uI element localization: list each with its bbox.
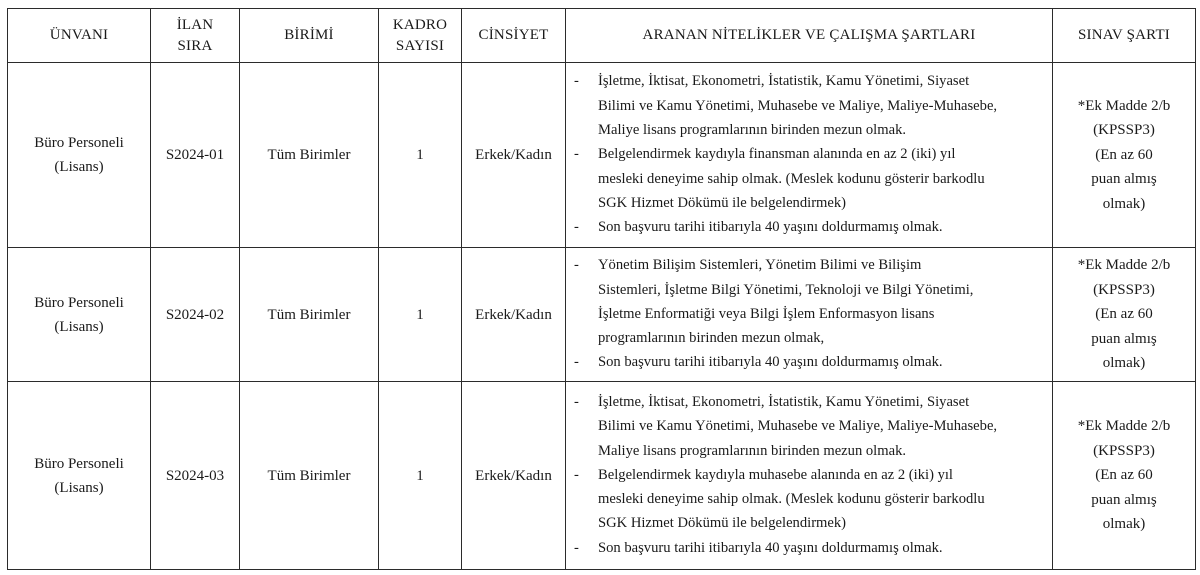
requirement-line [574,94,1046,118]
table-row [8,248,1196,382]
cell-kadro-sayisi [379,382,462,570]
sinav-sarti-line: (KPSSP3) [1093,281,1155,298]
header-sinav-sarti: SINAV ŞARTI [1053,9,1196,63]
unvan-line: (Lisans) [54,159,104,175]
birim-value: Tüm Birimler [267,147,351,163]
requirement-line [574,191,1046,215]
header-ilan-sira-line-1: İLAN [176,16,214,33]
cell-birim [240,63,379,248]
ilan-sira-value: S2024-01 [165,147,225,163]
requirement-bullet: - [574,354,579,371]
cell-requirements [566,248,1053,382]
requirement-text: İşletme, İktisat, Ekonometri, İstatistik, Kamu Yönetimi, Siyaset [598,393,970,410]
sinav-sarti-line: *Ek Madde 2/b [1077,97,1171,114]
requirement-text: Bilimi ve Kamu Yönetimi, Muhasebe ve Maliye, Maliye-Muhasebe, [598,418,998,435]
sinav-sarti-line: olmak) [1102,195,1146,212]
cell-birim [240,248,379,382]
kadro-sayisi-value: 1 [416,306,424,323]
requirement-bullet: - [574,73,579,90]
requirement-line [574,118,1046,142]
requirement-line [574,390,1046,414]
requirement-text: SGK Hizmet Dökümü ile belgelendirmek) [598,515,847,532]
requirement-line [574,215,1046,239]
header-kadro-sayisi-line-2: SAYISI [395,37,445,54]
sinav-sarti-line: puan almış [1091,491,1157,508]
sinav-sarti-line: (KPSSP3) [1093,122,1155,139]
requirement-line [574,487,1046,511]
cell-ilan-sira [151,382,240,570]
ilan-sira-value: S2024-03 [165,467,225,484]
header-kadro-sayisi [379,9,462,63]
requirement-text: Son başvuru tarihi itibarıyla 40 yaşını doldurmamış olmak. [598,539,943,556]
requirement-text: SGK Hizmet Dökümü ile belgelendirmek) [598,194,847,211]
sinav-sarti-line: (En az 60 [1095,306,1153,323]
kadro-sayisi-value: 1 [416,147,424,163]
table-row [8,63,1196,248]
cell-unvan [8,382,151,570]
kadro-sayisi-value: 1 [416,467,424,484]
cell-unvan [8,248,151,382]
cell-ilan-sira [151,248,240,382]
requirement-line [574,414,1046,438]
unvan-line: Büro Personeli [34,294,124,311]
requirement-line [574,142,1046,166]
sinav-sarti-line: olmak) [1102,355,1146,372]
requirement-line [574,167,1046,191]
header-ilan-sira [151,9,240,63]
cinsiyet-value: Erkek/Kadın [475,147,552,163]
sinav-sarti-line: (En az 60 [1095,146,1153,163]
sinav-sarti-line: *Ek Madde 2/b [1077,418,1171,435]
job-positions-table [7,8,1196,570]
cell-unvan [8,63,151,248]
requirement-text: İşletme, İktisat, Ekonometri, İstatistik, Kamu Yönetimi, Siyaset [598,73,970,90]
table-body [8,63,1196,570]
requirement-text: Yönetim Bilişim Sistemleri, Yönetim Bilimi ve Bilişim [598,257,922,274]
requirement-text: İşletme Enformatiği veya Bilgi İşlem Enformasyon lisans [598,305,935,322]
header-kadro-sayisi-line-1: KADRO [392,16,448,33]
cell-sinav-sarti [1053,248,1196,382]
cell-kadro-sayisi [379,63,462,248]
requirement-line [574,302,1046,326]
requirement-text: programlarının birinden mezun olmak, [598,330,825,347]
unvan-line: Büro Personeli [34,455,124,472]
requirement-bullet: - [574,393,579,410]
requirement-line [574,326,1046,350]
requirement-line [574,278,1046,302]
requirement-text: Belgelendirmek kaydıyla finansman alanında en az 2 (iki) yıl [598,146,956,163]
cinsiyet-value: Erkek/Kadın [475,467,552,484]
requirement-bullet: - [574,257,579,274]
cell-requirements [566,382,1053,570]
header-unvan: ÜNVANI [8,9,151,63]
requirement-text: Maliye lisans programlarının birinden mezun olmak. [598,442,907,459]
requirement-bullet: - [574,219,579,236]
requirement-line [574,511,1046,535]
birim-value: Tüm Birimler [267,467,351,484]
requirement-text: Bilimi ve Kamu Yönetimi, Muhasebe ve Maliye, Maliye-Muhasebe, [598,97,998,114]
unvan-line: Büro Personeli [34,135,124,151]
sinav-sarti-line: puan almış [1091,330,1157,347]
requirement-text: mesleki deneyime sahip olmak. (Meslek kodunu gösterir barkodlu [598,491,985,508]
header-nitelikler: ARANAN NİTELİKLER VE ÇALIŞMA ŞARTLARI [566,9,1053,63]
requirement-text: Belgelendirmek kaydıyla muhasebe alanında en az 2 (iki) yıl [598,466,953,483]
requirement-text: mesleki deneyime sahip olmak. (Meslek kodunu gösterir barkodlu [598,170,985,187]
requirement-text: Maliye lisans programlarının birinden mezun olmak. [598,122,907,139]
cell-sinav-sarti [1053,63,1196,248]
ilan-sira-value: S2024-02 [165,306,225,323]
header-row [8,9,1196,63]
requirement-bullet: - [574,146,579,163]
cell-cinsiyet [462,248,566,382]
cell-birim [240,382,379,570]
unvan-line: (Lisans) [54,479,104,496]
cell-cinsiyet [462,63,566,248]
table-row [8,382,1196,570]
header-ilan-sira-line-2: SIRA [177,37,213,54]
requirement-line [574,536,1046,560]
header-cinsiyet: CİNSİYET [462,9,566,63]
sinav-sarti-line: *Ek Madde 2/b [1077,257,1171,274]
requirement-text: Son başvuru tarihi itibarıyla 40 yaşını doldurmamış olmak. [598,219,943,236]
sinav-sarti-line: (En az 60 [1095,467,1153,484]
sinav-sarti-line: puan almış [1091,171,1157,188]
birim-value: Tüm Birimler [267,306,351,323]
requirement-bullet: - [574,539,579,556]
cell-sinav-sarti [1053,382,1196,570]
requirement-line [574,253,1046,277]
sinav-sarti-line: (KPSSP3) [1093,442,1155,459]
unvan-line: (Lisans) [54,318,104,335]
requirement-line [574,69,1046,93]
requirement-line [574,439,1046,463]
cell-cinsiyet [462,382,566,570]
cell-kadro-sayisi [379,248,462,382]
cinsiyet-value: Erkek/Kadın [475,306,552,323]
requirement-text: Son başvuru tarihi itibarıyla 40 yaşını doldurmamış olmak. [598,354,943,371]
requirement-text: Sistemleri, İşletme Bilgi Yönetimi, Teknoloji ve Bilgi Yönetimi, [598,281,974,298]
cell-requirements [566,63,1053,248]
sinav-sarti-line: olmak) [1102,516,1146,533]
requirement-bullet: - [574,466,579,483]
requirement-line [574,350,1046,374]
requirement-line [574,463,1046,487]
table-header [8,9,1196,63]
header-birim: BİRİMİ [240,9,379,63]
cell-ilan-sira [151,63,240,248]
